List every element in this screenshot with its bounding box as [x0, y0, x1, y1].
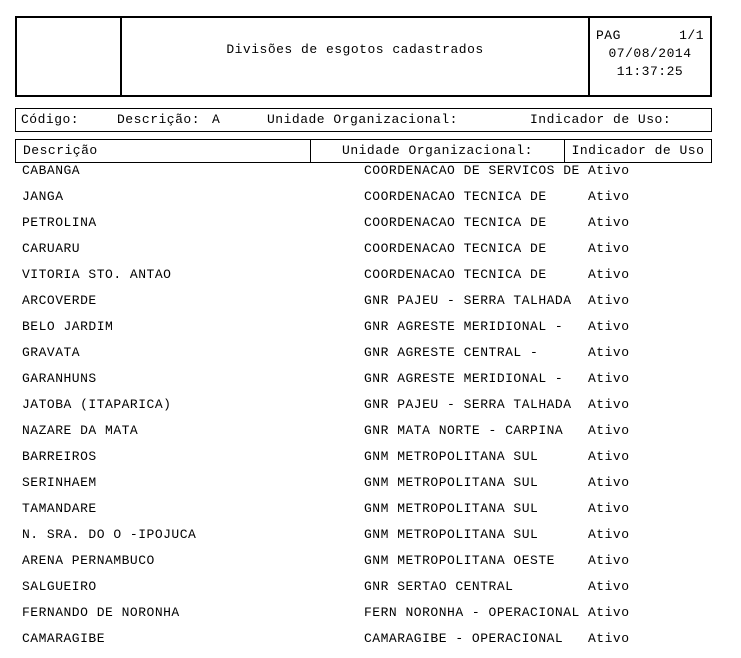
descricao-cell: JANGA — [22, 189, 64, 204]
indicador-cell: Ativo — [588, 267, 630, 282]
descricao-cell: CABANGA — [22, 163, 81, 178]
report-time: 11:37:25 — [616, 64, 684, 79]
table-row — [15, 418, 712, 444]
report-header — [15, 16, 712, 97]
indicador-cell: Ativo — [588, 579, 630, 594]
unidade-cell: GNR AGRESTE MERIDIONAL - — [364, 371, 564, 386]
descricao-cell: CARUARU — [22, 241, 81, 256]
table-row — [15, 548, 712, 574]
unidade-cell: GNR AGRESTE MERIDIONAL - — [364, 319, 564, 334]
header-descricao: Descrição — [16, 140, 311, 162]
filter-bar — [15, 108, 712, 132]
table-row — [15, 600, 712, 626]
indicador-cell: Ativo — [588, 241, 630, 256]
table-row — [15, 236, 712, 262]
unidade-cell: GNR PAJEU - SERRA TALHADA — [364, 293, 572, 308]
unidade-cell: COORDENACAO TECNICA DE — [364, 267, 547, 282]
descricao-cell: CAMARAGIBE — [22, 631, 106, 646]
unidade-cell: GNM METROPOLITANA SUL — [364, 475, 539, 490]
table-row — [15, 470, 712, 496]
table-row — [15, 210, 712, 236]
table-row — [15, 496, 712, 522]
unidade-cell: GNM METROPOLITANA SUL — [364, 527, 539, 542]
indicador-cell: Ativo — [588, 449, 630, 464]
indicador-cell: Ativo — [588, 501, 630, 516]
unidade-cell: GNM METROPOLITANA OESTE — [364, 553, 555, 568]
descricao-cell: NAZARE DA MATA — [22, 423, 139, 438]
indicador-cell: Ativo — [588, 397, 630, 412]
table-row — [15, 366, 712, 392]
indicador-cell: Ativo — [588, 189, 630, 204]
descricao-cell: BARREIROS — [22, 449, 97, 464]
descricao-cell: JATOBA (ITAPARICA) — [22, 397, 172, 412]
filter-descricao-value: A — [212, 112, 221, 127]
descricao-cell: ARENA PERNAMBUCO — [22, 553, 155, 568]
table-rows — [15, 158, 712, 652]
filter-descricao-label: Descrição: — [117, 112, 201, 127]
unidade-cell: GNR SERTAO CENTRAL — [364, 579, 514, 594]
descricao-cell: N. SRA. DO O -IPOJUCA — [22, 527, 197, 542]
table-row — [15, 262, 712, 288]
indicador-cell: Ativo — [588, 163, 630, 178]
indicador-cell: Ativo — [588, 345, 630, 360]
filter-indicador-label: Indicador de Uso: — [530, 112, 672, 127]
indicador-cell: Ativo — [588, 293, 630, 308]
table-row — [15, 444, 712, 470]
indicador-cell: Ativo — [588, 215, 630, 230]
table-row — [15, 392, 712, 418]
unidade-cell: GNR PAJEU - SERRA TALHADA — [364, 397, 572, 412]
page-value: 1/1 — [679, 28, 704, 43]
descricao-cell: PETROLINA — [22, 215, 97, 230]
descricao-cell: FERNANDO DE NORONHA — [22, 605, 180, 620]
descricao-cell: SALGUEIRO — [22, 579, 97, 594]
table-row — [15, 158, 712, 184]
unidade-cell: COORDENACAO TECNICA DE — [364, 189, 547, 204]
logo-placeholder — [17, 18, 122, 95]
indicador-cell: Ativo — [588, 527, 630, 542]
unidade-cell: GNM METROPOLITANA SUL — [364, 449, 539, 464]
table-row — [15, 288, 712, 314]
table-row — [15, 574, 712, 600]
table-row — [15, 626, 712, 652]
indicador-cell: Ativo — [588, 605, 630, 620]
descricao-cell: BELO JARDIM — [22, 319, 114, 334]
indicador-cell: Ativo — [588, 475, 630, 490]
filter-codigo-label: Código: — [21, 112, 80, 127]
filter-unidade-label: Unidade Organizacional: — [267, 112, 458, 127]
report-meta — [590, 18, 710, 95]
table-row — [15, 314, 712, 340]
unidade-cell: GNM METROPOLITANA SUL — [364, 501, 539, 516]
unidade-cell: CAMARAGIBE - OPERACIONAL — [364, 631, 564, 646]
table-row — [15, 522, 712, 548]
descricao-cell: VITORIA STO. ANTAO — [22, 267, 172, 282]
descricao-cell: GARANHUNS — [22, 371, 97, 386]
descricao-cell: SERINHAEM — [22, 475, 97, 490]
unidade-cell: COORDENACAO DE SERVICOS DE — [364, 163, 580, 178]
table-row — [15, 184, 712, 210]
table-row — [15, 340, 712, 366]
page-title: Divisões de esgotos cadastrados — [122, 18, 590, 95]
descricao-cell: TAMANDARE — [22, 501, 97, 516]
descricao-cell: GRAVATA — [22, 345, 81, 360]
header-unidade: Unidade Organizacional: — [311, 140, 565, 162]
descricao-cell: ARCOVERDE — [22, 293, 97, 308]
unidade-cell: COORDENACAO TECNICA DE — [364, 215, 547, 230]
page-label: PAG — [596, 28, 621, 43]
unidade-cell: GNR AGRESTE CENTRAL - — [364, 345, 539, 360]
indicador-cell: Ativo — [588, 631, 630, 646]
report-date: 07/08/2014 — [608, 46, 692, 61]
unidade-cell: COORDENACAO TECNICA DE — [364, 241, 547, 256]
indicador-cell: Ativo — [588, 553, 630, 568]
indicador-cell: Ativo — [588, 319, 630, 334]
unidade-cell: FERN NORONHA - OPERACIONAL — [364, 605, 580, 620]
indicador-cell: Ativo — [588, 423, 630, 438]
unidade-cell: GNR MATA NORTE - CARPINA — [364, 423, 564, 438]
indicador-cell: Ativo — [588, 371, 630, 386]
page-indicator — [590, 27, 710, 45]
header-indicador: Indicador de Uso — [571, 143, 705, 158]
